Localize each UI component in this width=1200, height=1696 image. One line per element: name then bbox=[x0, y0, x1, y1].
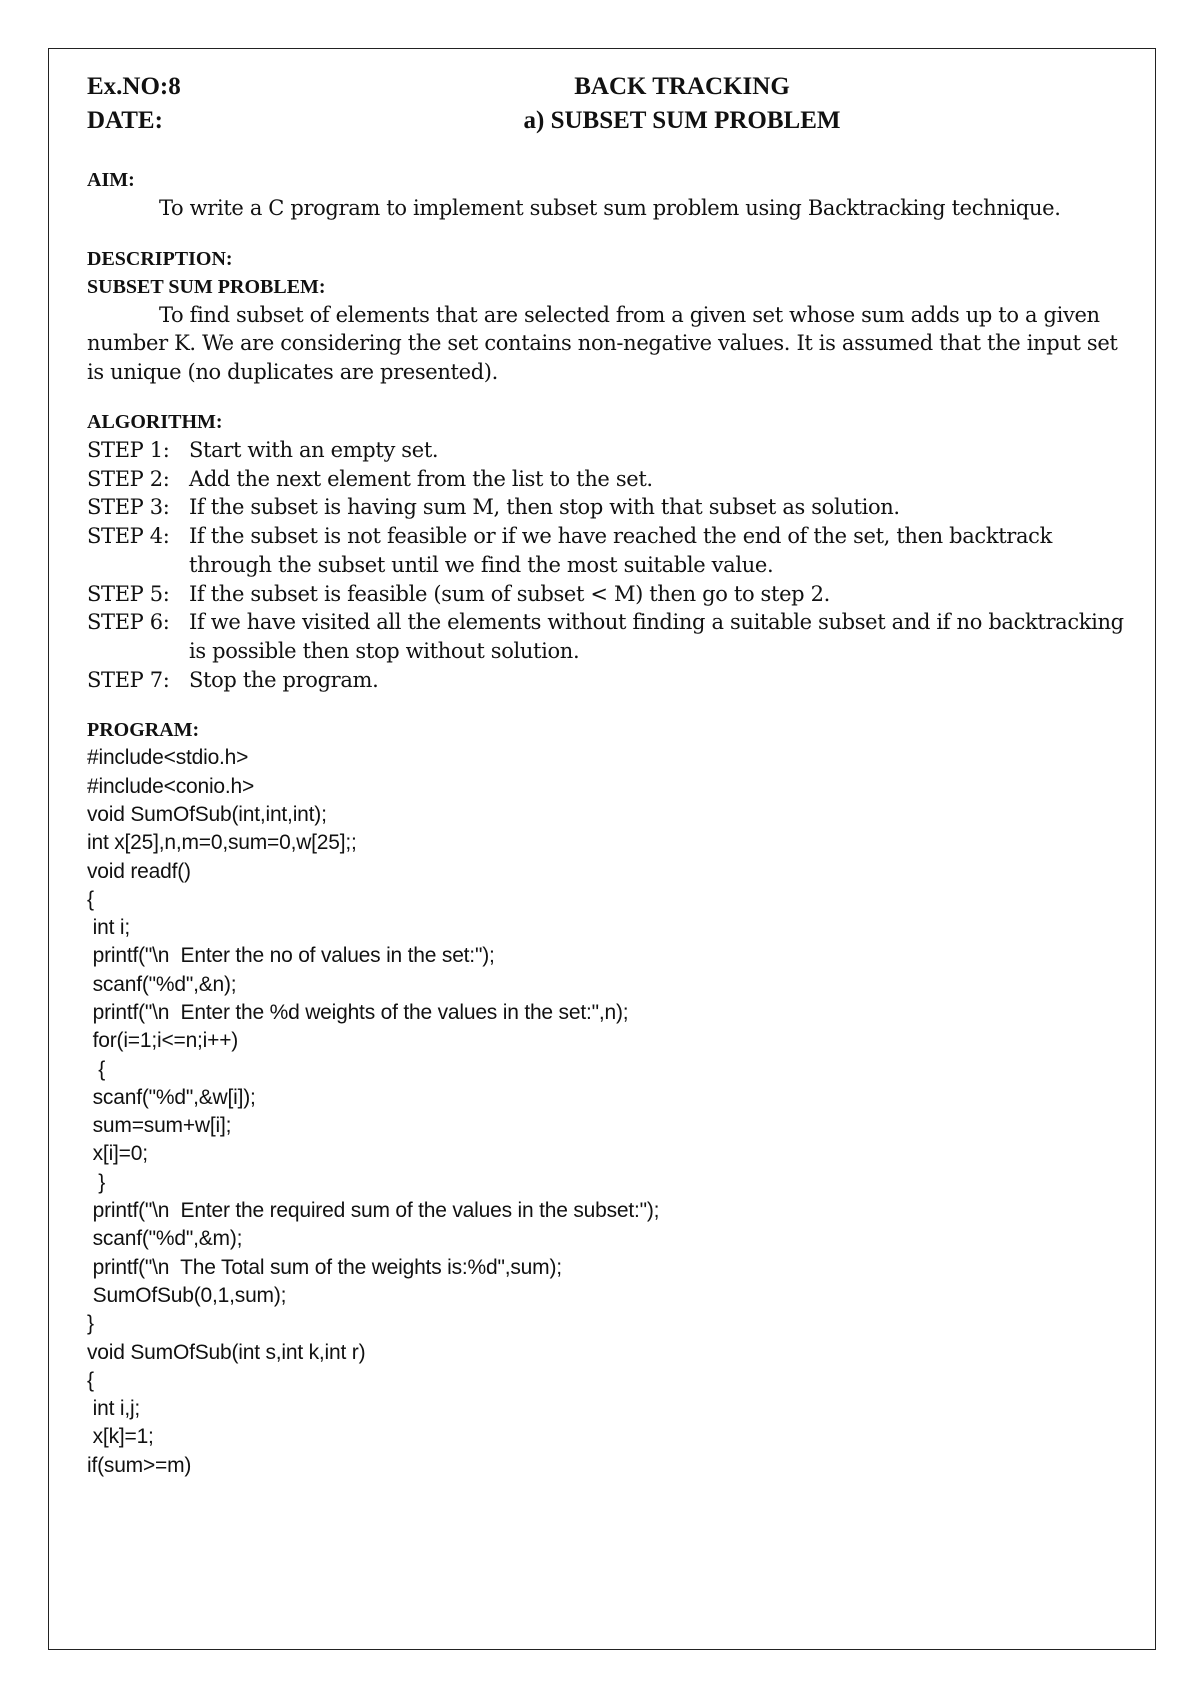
algorithm-step bbox=[87, 465, 1127, 494]
step-label: STEP 7: bbox=[87, 667, 170, 692]
code-line: scanf("%d",&m); bbox=[87, 1227, 243, 1251]
code-line: void SumOfSub(int,int,int); bbox=[87, 802, 327, 826]
code-line: SumOfSub(0,1,sum); bbox=[87, 1283, 287, 1307]
description-text: To find subset of elements that are selected from a given set whose sum adds up to a given number K. We are considering the set contains non-negative values. It is assumed that the input set is unique (no duplicates are presented). bbox=[87, 302, 1118, 384]
step-label: STEP 2: bbox=[87, 466, 170, 491]
algorithm-step bbox=[87, 666, 1127, 695]
spacer bbox=[87, 386, 1127, 408]
code-line: printf("\n Enter the %d weights of the values in the set:",n); bbox=[87, 1001, 629, 1024]
exercise-number: Ex.NO:8 bbox=[87, 73, 181, 100]
step-text: If the subset is not feasible or if we have reached the end of the set, then backtrack through the subset until we find the most suitable value. bbox=[189, 524, 1052, 577]
code-line: void SumOfSub(int s,int k,int r) bbox=[87, 1340, 366, 1364]
code-line: scanf("%d",&w[i]); bbox=[87, 1085, 256, 1109]
code-line: if(sum>=m) bbox=[87, 1453, 192, 1477]
code-line: x[i]=0; bbox=[87, 1142, 148, 1166]
code-line: int i; bbox=[87, 916, 130, 940]
step-text: If the subset is having sum M, then stop with that subset as solution. bbox=[189, 495, 900, 520]
step-label: STEP 6: bbox=[87, 610, 170, 635]
code-line: } bbox=[87, 1170, 106, 1194]
header-row-1 bbox=[87, 70, 1127, 104]
spacer bbox=[87, 138, 1127, 166]
code-line: } bbox=[87, 1312, 94, 1336]
code-line: printf("\n Enter the required sum of the values in the subset:"); bbox=[87, 1199, 660, 1223]
code-line: printf("\n Enter the no of values in the set:"); bbox=[87, 944, 495, 968]
algorithm-step bbox=[87, 522, 1127, 579]
code-line: int x[25],n,m=0,sum=0,w[25];; bbox=[87, 831, 357, 855]
algorithm-steps bbox=[87, 436, 1127, 694]
code-line: scanf("%d",&n); bbox=[87, 972, 237, 996]
step-label: STEP 5: bbox=[87, 581, 170, 606]
step-text: If we have visited all the elements without finding a suitable subset and if no backtracking is possible then stop without solution. bbox=[189, 610, 1124, 663]
code-line: int i,j; bbox=[87, 1397, 141, 1421]
step-label: STEP 3: bbox=[87, 495, 170, 520]
program-code bbox=[87, 744, 1127, 1480]
code-line: printf("\n The Total sum of the weights is:%d",sum); bbox=[87, 1255, 562, 1279]
date-label: DATE: bbox=[87, 107, 163, 134]
algorithm-step bbox=[87, 493, 1127, 522]
aim-heading: AIM: bbox=[87, 169, 135, 191]
code-line: for(i=1;i<=n;i++) bbox=[87, 1029, 239, 1053]
algorithm-heading: ALGORITHM: bbox=[87, 411, 223, 433]
spacer bbox=[87, 223, 1127, 245]
document-subtitle: a) SUBSET SUM PROBLEM bbox=[523, 107, 841, 134]
step-text: Start with an empty set. bbox=[189, 438, 439, 462]
algorithm-step bbox=[87, 580, 1127, 609]
document-title: BACK TRACKING bbox=[574, 73, 790, 100]
code-line: void readf() bbox=[87, 859, 191, 883]
step-label: STEP 1: bbox=[87, 438, 170, 462]
spacer bbox=[87, 694, 1127, 716]
header-row-2 bbox=[87, 104, 1127, 138]
step-text: If the subset is feasible (sum of subset < M) then go to step 2. bbox=[189, 581, 830, 606]
algorithm-step bbox=[87, 608, 1127, 665]
code-line: { bbox=[87, 887, 94, 911]
step-label: STEP 4: bbox=[87, 524, 170, 549]
code-line: sum=sum+w[i]; bbox=[87, 1114, 232, 1138]
code-line: #include<conio.h> bbox=[87, 774, 255, 798]
code-line: { bbox=[87, 1057, 106, 1081]
algorithm-step bbox=[87, 436, 1127, 465]
code-line: { bbox=[87, 1368, 94, 1392]
code-line: #include<stdio.h> bbox=[87, 746, 249, 770]
program-heading: PROGRAM: bbox=[87, 719, 200, 742]
description-subheading: SUBSET SUM PROBLEM: bbox=[87, 275, 326, 298]
step-text: Add the next element from the list to the set. bbox=[189, 466, 653, 491]
description-heading: DESCRIPTION: bbox=[87, 247, 233, 270]
aim-text: To write a C program to implement subset sum problem using Backtracking technique. bbox=[159, 196, 1061, 220]
code-line: x[k]=1; bbox=[87, 1425, 154, 1449]
step-text: Stop the program. bbox=[189, 667, 379, 692]
document-body bbox=[87, 70, 1127, 1480]
